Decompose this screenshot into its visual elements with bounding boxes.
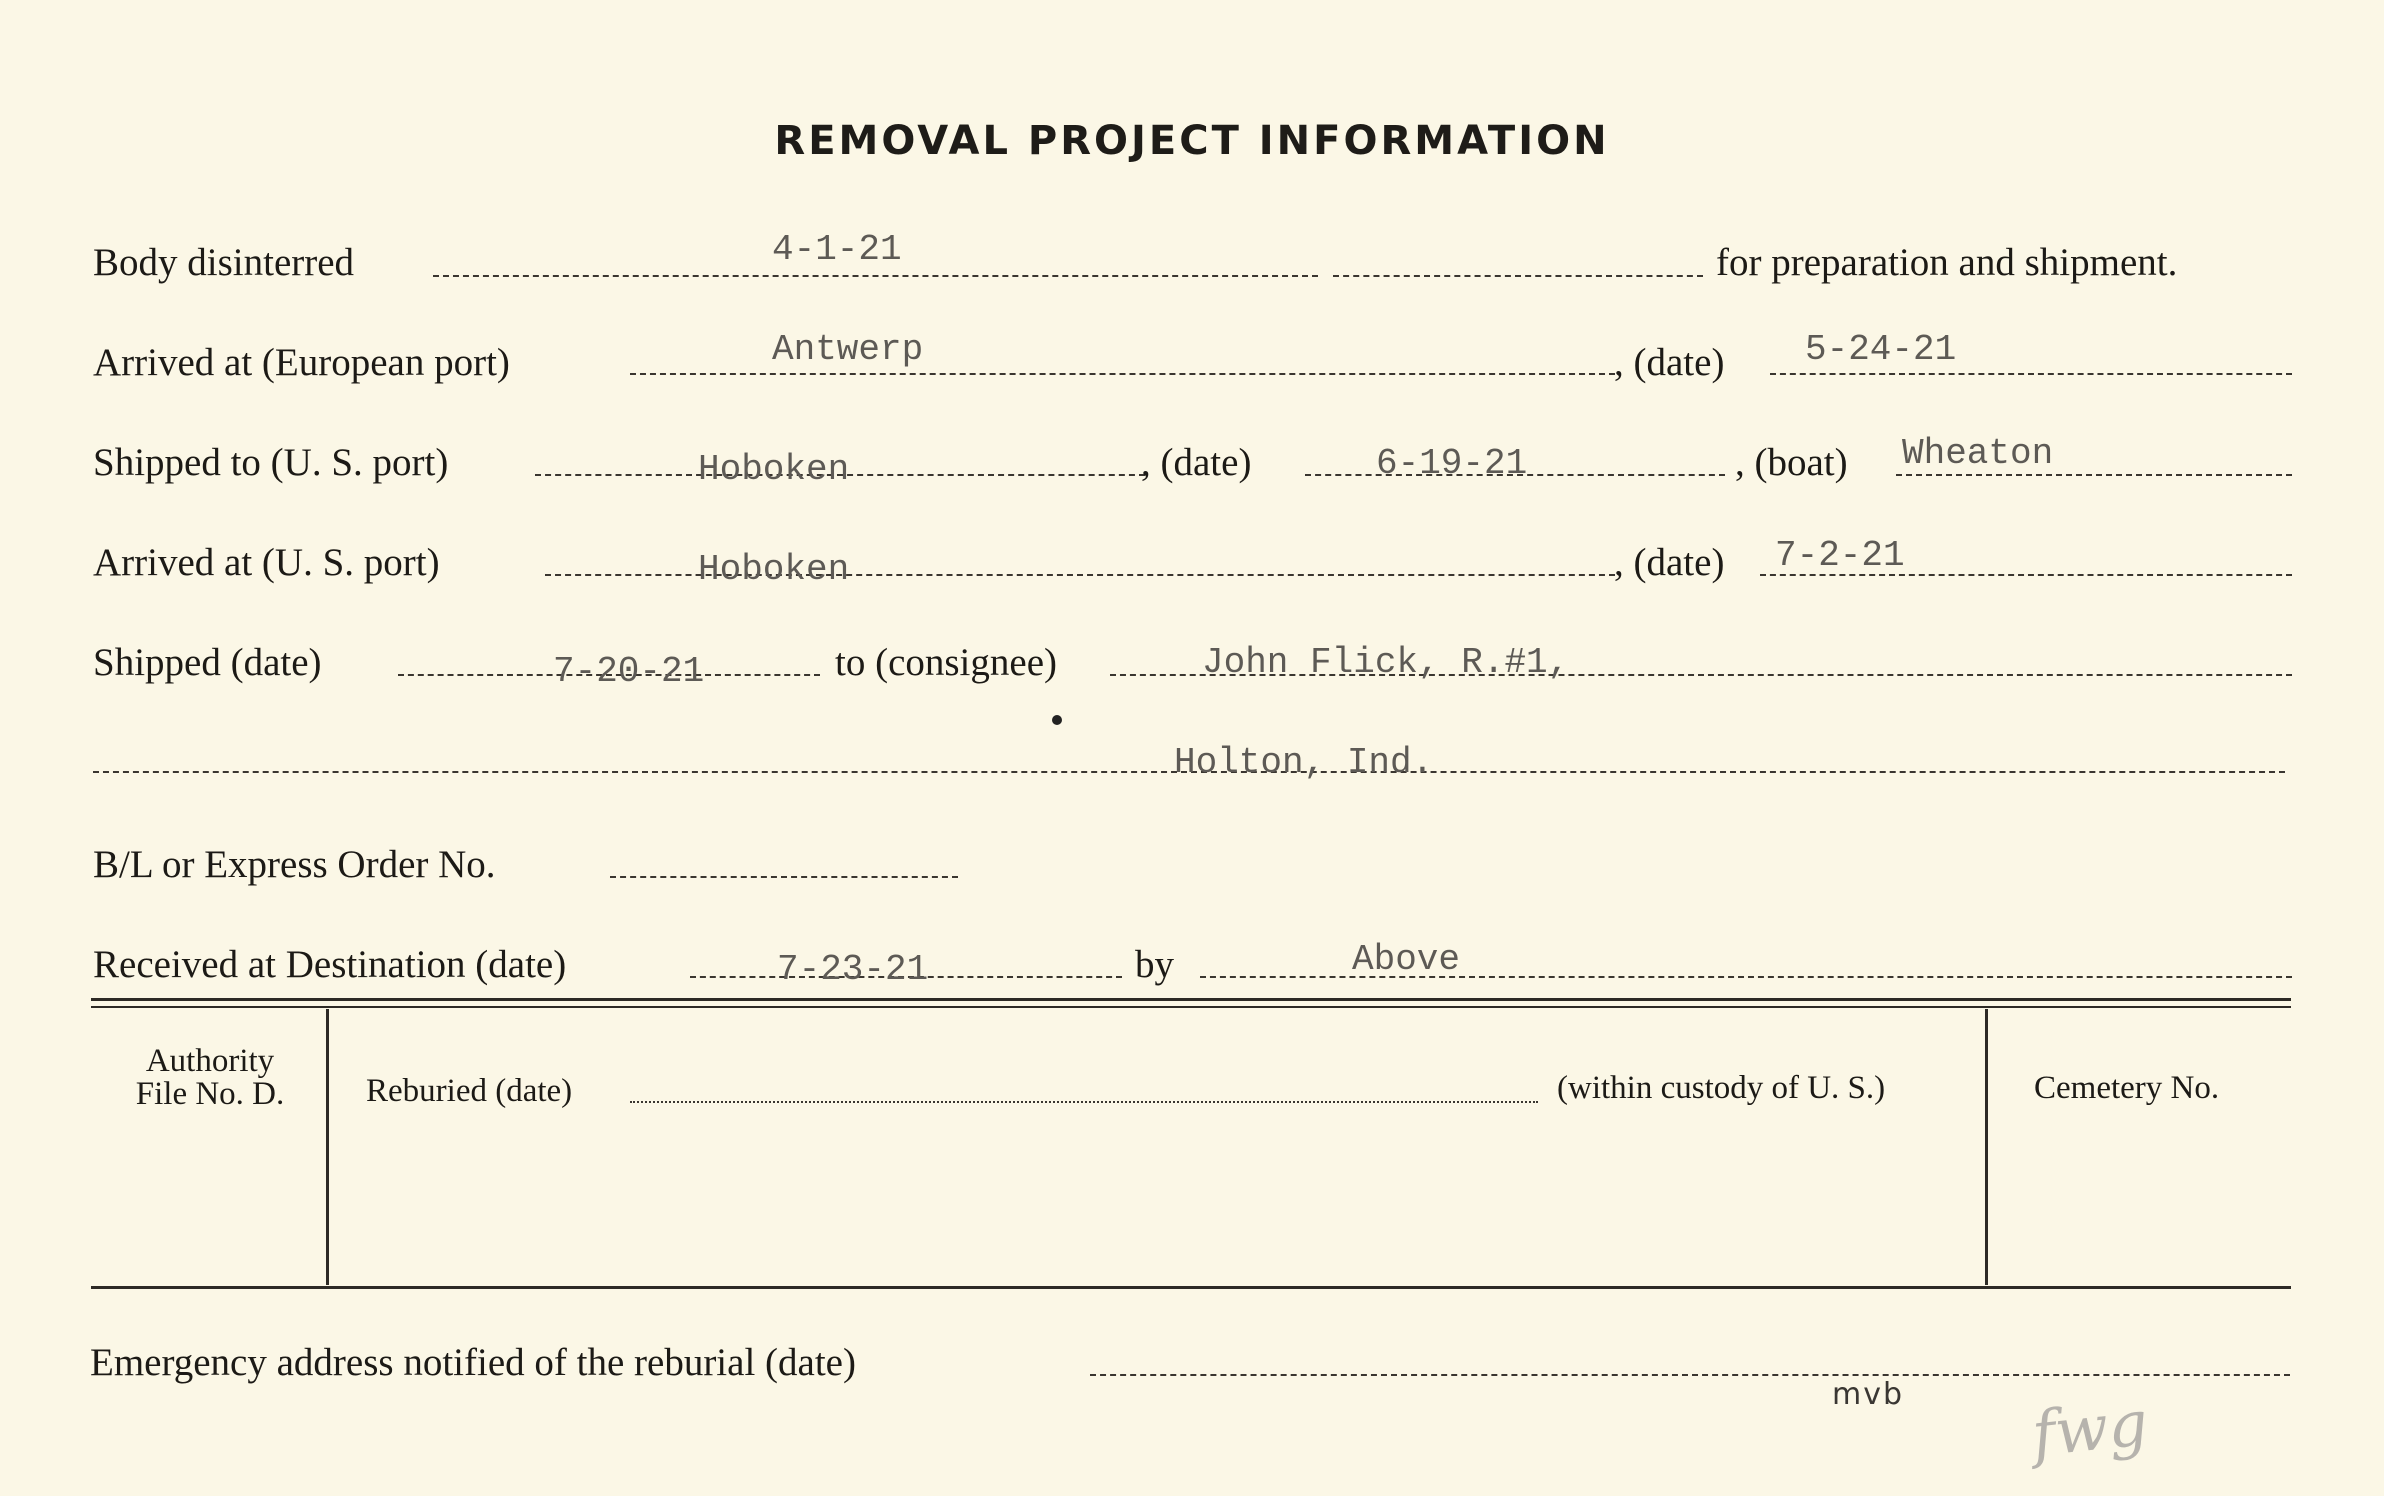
table-divider-left — [326, 1009, 329, 1285]
reburied-leader — [630, 1101, 1538, 1103]
shipped-us-boat-leader — [1896, 474, 2292, 476]
typed-initials: mvb — [1832, 1377, 1905, 1412]
body-disinterred-suffix: for preparation and shipment. — [1716, 241, 2178, 284]
shipped-us-date-label: , (date) — [1141, 441, 1252, 484]
arrived-us-port: Hoboken — [698, 549, 850, 590]
arrived-us-label: Arrived at (U. S. port) — [93, 541, 440, 584]
received-by-label: by — [1135, 943, 1174, 986]
shipped-date-value: 7-20-21 — [553, 651, 705, 692]
bl-order-label: B/L or Express Order No. — [93, 843, 496, 886]
table-divider-right — [1985, 1009, 1988, 1285]
card-title: REMOVAL PROJECT INFORMATION — [774, 118, 1610, 164]
emergency-label: Emergency address notified of the reburial (date) — [90, 1341, 856, 1384]
table-bottom-rule — [91, 1286, 2291, 1289]
arrived-european-date: 5-24-21 — [1805, 329, 1957, 370]
double-rule-bottom — [91, 1006, 2291, 1008]
received-date: 7-23-21 — [777, 949, 929, 990]
ink-dot — [1052, 715, 1062, 725]
shipped-us-date: 6-19-21 — [1376, 443, 1528, 484]
received-label: Received at Destination (date) — [93, 943, 567, 986]
shipped-date-label: Shipped (date) — [93, 641, 322, 684]
pencil-initials: fwg — [2028, 1386, 2152, 1471]
authority-label-line1: Authority — [145, 1043, 275, 1079]
custody-label: (within custody of U. S.) — [1557, 1070, 1886, 1106]
arrived-us-date: 7-2-21 — [1775, 535, 1905, 576]
consignee-line2: Holton, Ind. — [1174, 742, 1434, 783]
body-disinterred-leader-2 — [1333, 275, 1703, 277]
arrived-european-date-label: , (date) — [1614, 341, 1725, 384]
double-rule-top — [91, 998, 2291, 1001]
authority-label-line2: File No. D. — [135, 1076, 285, 1112]
arrived-european-leader — [630, 373, 1615, 375]
body-disinterred-label: Body disinterred — [93, 241, 355, 284]
consignee-line1: John Flick, R.#1, — [1202, 642, 1570, 683]
shipped-us-label: Shipped to (U. S. port) — [93, 441, 449, 484]
shipped-us-boat: Wheaton — [1902, 433, 2054, 474]
emergency-leader — [1090, 1374, 2290, 1376]
bl-order-leader — [610, 876, 958, 878]
consignee-label: to (consignee) — [835, 641, 1058, 684]
cemetery-label: Cemetery No. — [2034, 1070, 2220, 1106]
arrived-us-date-label: , (date) — [1614, 541, 1725, 584]
shipped-us-boat-label: , (boat) — [1735, 441, 1848, 484]
received-by: Above — [1352, 939, 1461, 980]
arrived-european-label: Arrived at (European port) — [93, 341, 510, 384]
reburied-label: Reburied (date) — [366, 1073, 573, 1109]
shipped-us-port: Hoboken — [698, 449, 850, 490]
body-disinterred-value: 4-1-21 — [772, 229, 902, 270]
arrived-european-port: Antwerp — [772, 329, 924, 370]
arrived-european-date-leader — [1770, 373, 2292, 375]
body-disinterred-leader — [433, 275, 1318, 277]
